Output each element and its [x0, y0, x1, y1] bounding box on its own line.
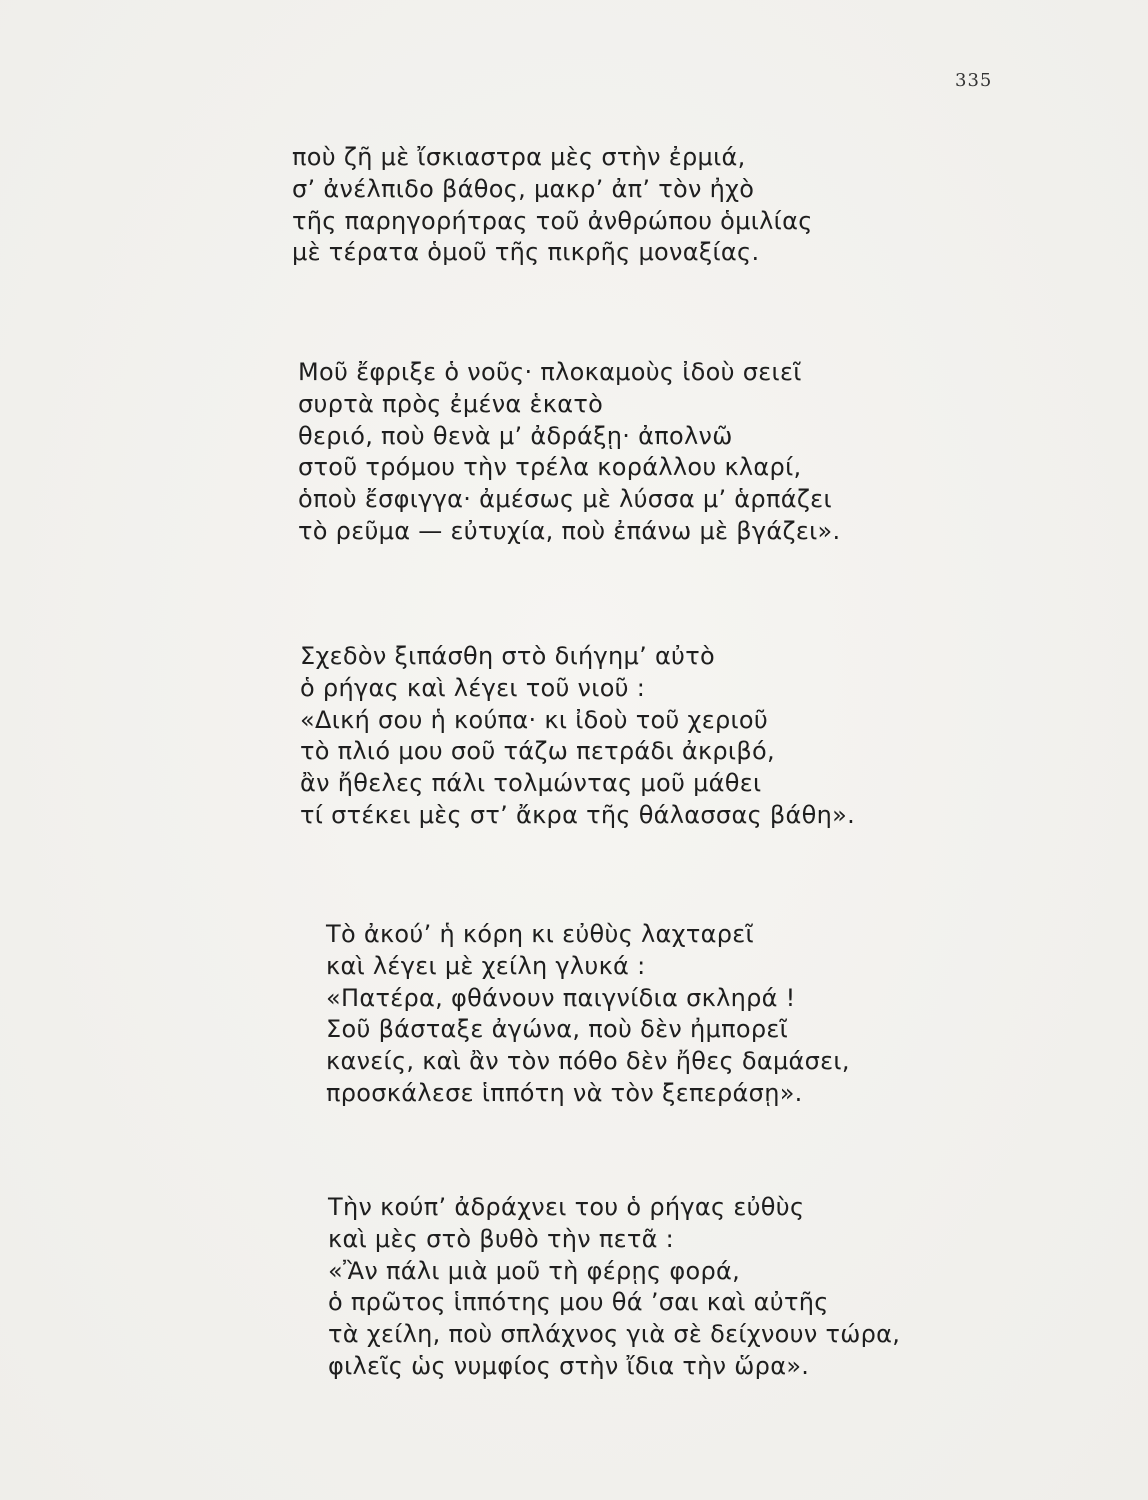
verse-line: Μοῦ ἔφριξε ὁ νοῦς· πλοκαμοὺς ἰδοὺ σειεῖ	[298, 358, 802, 386]
verse-line: θεριό, ποὺ θενὰ μ’ ἀδράξῃ· ἀπολνῶ	[298, 421, 733, 450]
verse-line: ὁποὺ ἔσφιγγα· ἀμέσως μὲ λύσσα μ’ ἁρπάζει	[298, 485, 832, 514]
verse-line: «Ἂν πάλι μιὰ μοῦ τὴ φέρῃς φορά,	[328, 1256, 741, 1285]
verse-line: κανείς, καὶ ἂν τὸν πόθο δὲν ἤθες δαμάσει,	[326, 1047, 850, 1076]
verse-line: τί στέκει μὲς στ’ ἄκρα τῆς θάλασσας βάθη».	[300, 800, 856, 829]
verse-line: Σχεδὸν ξιπάσθη στὸ διήγημ’ αὐτὸ	[300, 642, 715, 670]
stanza-2	[298, 357, 840, 548]
verse-line: τὸ ρεῦμα — εὐτυχία, ποὺ ἐπάνω μὲ βγάζει».	[298, 516, 841, 545]
verse-line: μὲ τέρατα ὁμοῦ τῆς πικρῆς μοναξίας.	[292, 238, 760, 267]
verse-line: καὶ λέγει μὲ χείλη γλυκά :	[326, 951, 646, 980]
verse-line: τὰ χείλη, ποὺ σπλάχνος γιὰ σὲ δείχνουν τώρα,	[328, 1320, 901, 1349]
verse-line: ὁ ρήγας καὶ λέγει τοῦ νιοῦ :	[300, 673, 646, 702]
verse-line: ἂν ἤθελες πάλι τολμώντας μοῦ μάθει	[300, 769, 762, 798]
verse-line: «Δική σου ἡ κούπα· κι ἰδοὺ τοῦ χεριοῦ	[300, 705, 769, 734]
verse-line: στοῦ τρόμου τὴν τρέλα κοράλλου κλαρί,	[298, 453, 802, 482]
page-number: 335	[955, 70, 993, 91]
verse-line: «Πατέρα, φθάνουν παιγνίδια σκληρά !	[326, 983, 796, 1012]
verse-line: Τὸ ἀκού’ ἡ κόρη κι εὐθὺς λαχταρεῖ	[326, 920, 754, 948]
stanza-3	[300, 641, 855, 832]
verse-line: Σοῦ βάσταξε ἀγώνα, ποὺ δὲν ἠμπορεῖ	[326, 1015, 789, 1044]
verse-line: καὶ μὲς στὸ βυθὸ τὴν πετᾶ :	[328, 1224, 675, 1253]
verse-line: ὁ πρῶτος ἱππότης μου θά ’σαι καὶ αὐτῆς	[328, 1288, 829, 1317]
verse-line: προσκάλεσε ἱππότη νὰ τὸν ξεπεράσῃ».	[326, 1078, 803, 1107]
stanza-1	[292, 142, 813, 269]
verse-line: Τὴν κούπ’ ἀδράχνει του ὁ ρήγας εὐθὺς	[328, 1193, 805, 1221]
verse-line: τῆς παρηγορήτρας τοῦ ἀνθρώπου ὁμιλίας	[292, 206, 813, 235]
verse-line: φιλεῖς ὡς νυμφίος στὴν ἴδια τὴν ὥρα».	[328, 1351, 810, 1380]
stanza-5	[328, 1192, 900, 1383]
stanza-4	[326, 919, 850, 1110]
verse-line: τὸ πλιό μου σοῦ τάζω πετράδι ἀκριβό,	[300, 737, 775, 766]
verse-line: συρτὰ πρὸς ἐμένα ἑκατὸ	[298, 389, 604, 418]
verse-line: ποὺ ζῆ μὲ ἴσκιαστρα μὲς στὴν ἐρμιά,	[292, 143, 746, 171]
verse-line: σ’ ἀνέλπιδο βάθος, μακρ’ ἀπ’ τὸν ἠχὸ	[292, 174, 755, 203]
